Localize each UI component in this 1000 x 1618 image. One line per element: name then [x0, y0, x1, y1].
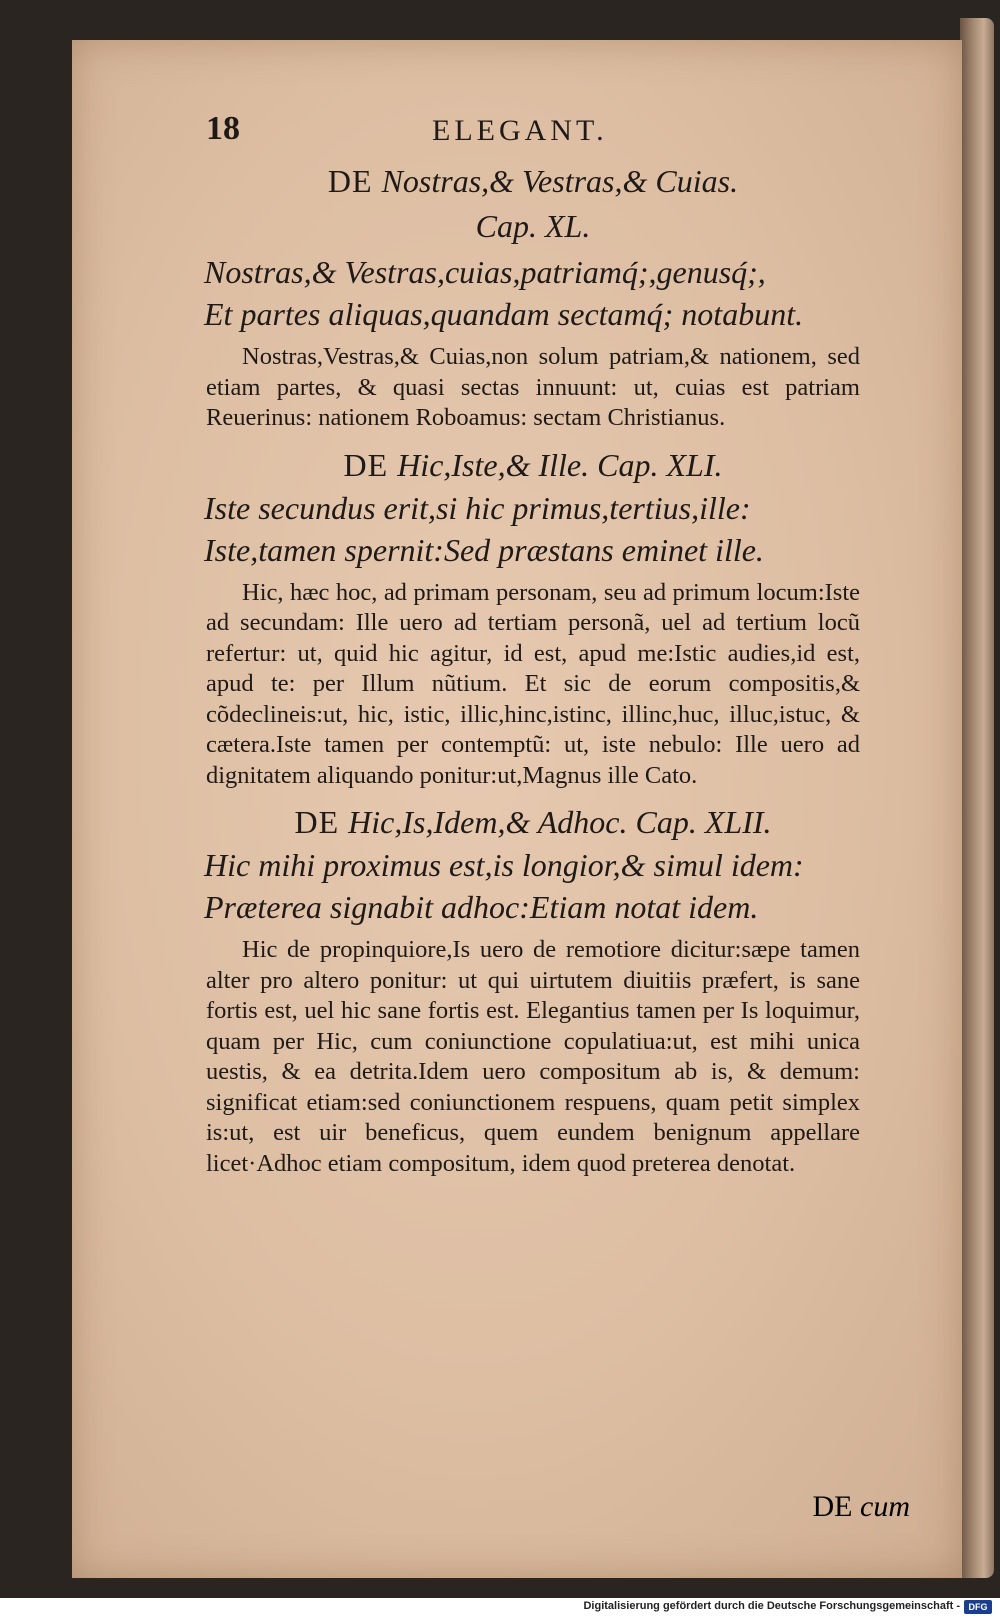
chapter-number-40: Cap. XL.	[475, 208, 591, 244]
catchword-prefix: DE	[812, 1490, 861, 1523]
body-paragraph: Hic, hæc hoc, ad primam personam, seu ad primum locum:Iste ad secundam: Ille uero ad tertiam personã, uel ad tertium locũ refertur: ut, quid hic agitur, id est, apud me:Istic audies,id est, apud te: per Illum nũtium. Et sic de eorum compositis,& cõdeclineis:ut, hic, istic, illic,hinc,istinc, illinc,huc, illuc,istuc, & cætera.Iste tamen per contemptũ: ut, iste nebulo: Ille uero ad dignitatem aliquando ponitur:ut,Magnus ille Cato.	[206, 578, 860, 789]
chapter-heading-title: Hic,Iste,& Ille. Cap. XLI.	[397, 446, 723, 483]
funding-credit: Digitalisierung gefördert durch die Deutsche Forschungsgemeinschaft -	[583, 1600, 960, 1612]
body-paragraph: Hic de propinquiore,Is uero de remotiore dicitur:sæpe tamen alter pro altero ponitur: ut qui uirtutem diuitiis præfert, is sane fortis est, uel hic sane fortis est. Elegantius tamen per Is loquimur, quam per Hic, cum coniunctione copulatiua:ut, est mihi unica uestis, & ea detrita.Idem uero compositum ab is, & demum: significat etiam:sed coniunctionem respuens, quam petit simplex is:ut, est uir beneficus, quem eundem benignum appellare licet·Adhoc etiam compositum, idem quod preterea denotat.	[206, 936, 860, 1177]
footer-bar	[0, 1598, 1000, 1618]
chapter-heading-prefix: DE	[343, 446, 398, 483]
verse-line: Et partes aliquas,quandam sectamq́; notabunt.	[204, 296, 804, 332]
chapter-heading-40	[206, 160, 860, 202]
chapter-heading-prefix: DE	[327, 163, 382, 199]
running-title: ELEGANT.	[432, 114, 608, 147]
chapter-heading-prefix: DE	[294, 804, 349, 840]
chapter-heading-42	[206, 801, 860, 843]
catchword	[813, 1490, 910, 1524]
chapter-heading-title: Hic,Is,Idem,& Adhoc. Cap. XLII.	[348, 804, 772, 840]
verse-line: Hic mihi proximus est,is longior,& simul idem:	[204, 847, 804, 883]
dfg-logo-icon: DFG	[964, 1600, 992, 1614]
catchword-rest: cum	[860, 1490, 910, 1523]
page-text-block	[206, 110, 860, 1189]
book-page-edge	[960, 18, 994, 1578]
verse-line: Iste secundus erit,si hic primus,tertius,ille:	[204, 489, 751, 526]
page-number: 18	[206, 110, 240, 147]
chapter-heading-41	[206, 444, 860, 486]
body-paragraph: Nostras,Vestras,& Cuias,non solum patriam,& nationem, sed etiam partes, & quasi sectas innuunt: ut, cuias est patriam Reuerinus: nationem Roboamus: sectam Christianus.	[206, 343, 860, 431]
verse-line: Nostras,& Vestras,cuias,patriamq́;,genusq́;,	[204, 254, 766, 290]
verse-line: Præterea signabit adhoc:Etiam notat idem.	[204, 889, 759, 925]
chapter-heading-title: Nostras,& Vestras,& Cuias.	[381, 163, 739, 199]
verse-line: Iste,tamen spernit:Sed præstans eminet ille.	[204, 531, 764, 568]
running-head	[206, 110, 860, 158]
